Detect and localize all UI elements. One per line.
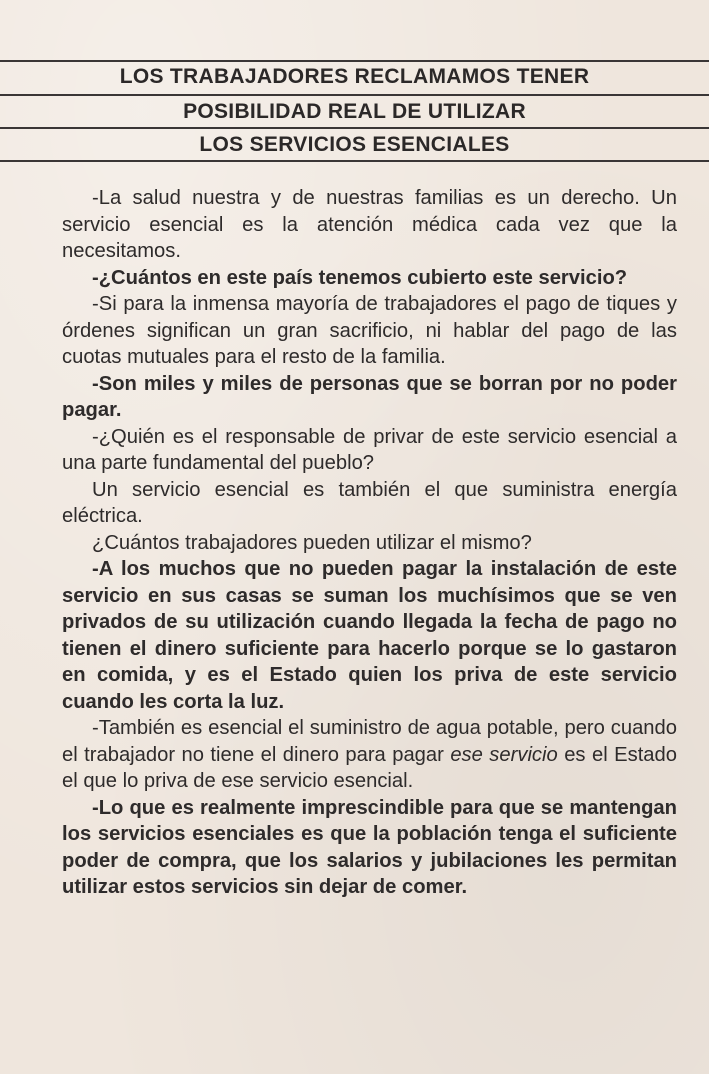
heading-line-1: LOS TRABAJADORES RECLAMAMOS TENER — [119, 65, 590, 88]
paragraph-tickets-cost: -Si para la inmensa mayoría de trabajadores el pago de tiques y órdenes significan un gran sacrificio, ni hablar del pago de las cuotas mutuales para el resto de la familia. — [62, 293, 677, 368]
paragraph-water-emphasis: ese servicio — [450, 743, 558, 766]
paragraph-water-end: es el Estado el que lo priva de ese servicio esencial. — [62, 743, 677, 792]
heading-rule-top — [0, 60, 709, 62]
paragraph-thousands-drop: -Son miles y miles de personas que se borran por no poder pagar. — [62, 372, 677, 421]
paragraph-health-right: -La salud nuestra y de nuestras familias es un derecho. Un servicio esencial es la atención médica cada vez que la necesitamos. — [62, 187, 677, 262]
heading-rule-bottom — [0, 160, 709, 162]
paragraph-coverage-question: -¿Cuántos en este país tenemos cubierto este servicio? — [92, 266, 628, 289]
paragraph-purchasing-power: -Lo que es realmente imprescindible para que se mantengan los servicios esenciales es que la población tenga el suficiente poder de compra, que los salarios y jubilaciones les permitan utilizar estos servicios sin dejar de comer. — [62, 796, 677, 898]
heading-line-3: LOS SERVICIOS ESENCIALES — [199, 133, 510, 156]
paragraph-water — [62, 715, 677, 795]
article-body — [62, 185, 677, 901]
heading-rule-2 — [0, 127, 709, 129]
paragraph-electricity-cut: -A los muchos que no pueden pagar la instalación de este servicio en sus casas se suman los muchísimos que se ven privados de su utilización cuando llegada la fecha de pago no tienen el dinero suficiente para hacerlo porque se lo gastaron en comida, y es el Estado quien los priva de este servicio cuando les corta la luz. — [62, 558, 677, 713]
paragraph-water-start: -También es esencial el suministro de agua potable, pero cuando el trabajador no tiene el dinero para pagar — [62, 717, 677, 766]
paragraph-electricity-question: ¿Cuántos trabajadores pueden utilizar el mismo? — [92, 531, 532, 554]
paragraph-who-responsible: -¿Quién es el responsable de privar de este servicio esencial a una parte fundamental del pueblo? — [62, 425, 677, 474]
paragraph-electricity: Un servicio esencial es también el que suministra energía eléctrica. — [62, 478, 677, 527]
heading-line-2: POSIBILIDAD REAL DE UTILIZAR — [183, 100, 526, 123]
heading-rule-1 — [0, 94, 709, 96]
